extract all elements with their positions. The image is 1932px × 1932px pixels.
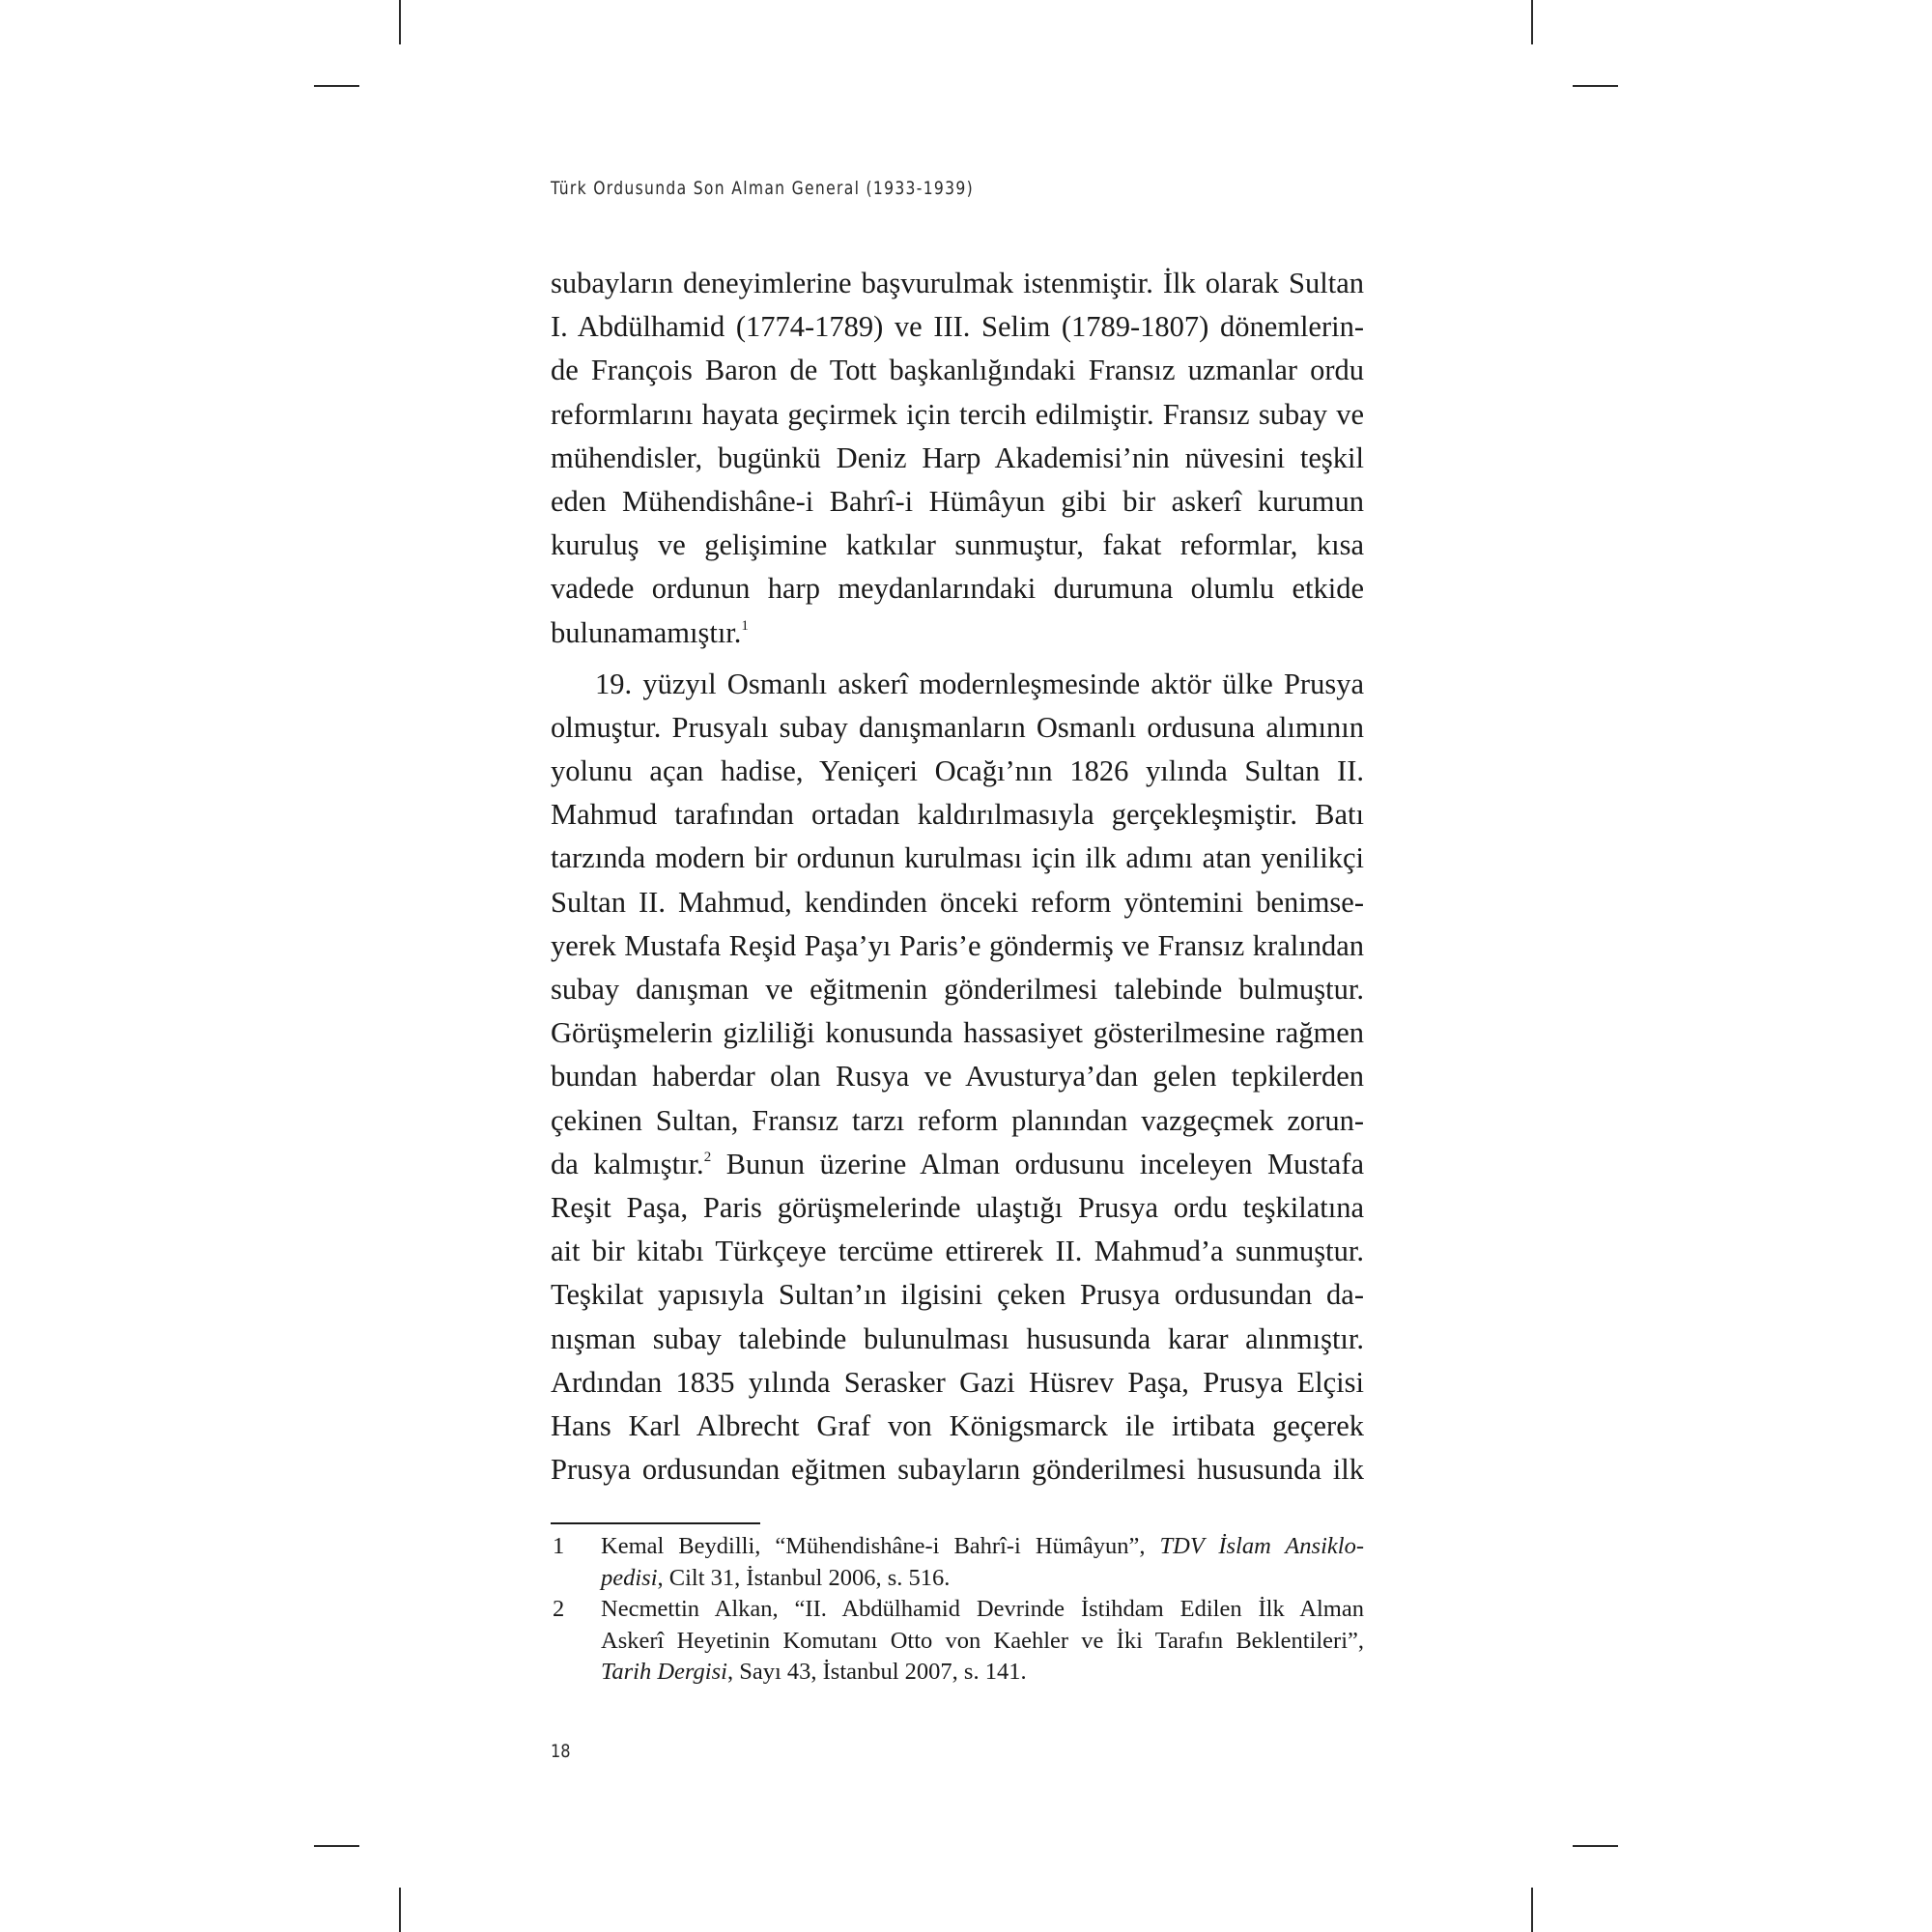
running-head: Türk Ordusunda Son Alman General (1933-1939) bbox=[551, 178, 974, 199]
text-line: Görüşmelerin gizliliği konusunda hassasiyet gösterilmesine rağmen bbox=[551, 1016, 1364, 1050]
footnote-separator bbox=[551, 1522, 760, 1524]
text-line: de François Baron de Tott başkanlığındaki Fransız uzmanlar ordu bbox=[551, 354, 1364, 387]
footnote-line: Askerî Heyetinin Komutanı Otto von Kaehler ve İki Tarafın Beklentileri”, bbox=[601, 1627, 1364, 1654]
text-line bbox=[551, 1143, 1364, 1186]
footnote-line bbox=[601, 1531, 1364, 1563]
text-line: Teşkilat yapısıyla Sultan’ın ilgisini çeken Prusya ordusundan da- bbox=[551, 1278, 1364, 1312]
text-segment: Kemal Beydilli, “Mühendishâne-i Bahrî-i Hümâyun”, bbox=[601, 1533, 1160, 1559]
text-segment: Bunun üzerine Alman ordusunu inceleyen Mustafa bbox=[711, 1147, 1364, 1180]
text-line: çekinen Sultan, Fransız tarzı reform planından vazgeçmek zorun- bbox=[551, 1103, 1364, 1137]
text-line: yolunu açan hadise, Yeniçeri Ocağı’nın 1826 yılında Sultan II. bbox=[551, 754, 1364, 788]
text-line: olmuştur. Prusyalı subay danışmanların Osmanlı ordusuna alımının bbox=[551, 710, 1364, 744]
crop-mark-top-left-vertical bbox=[399, 0, 401, 44]
text-line: vadede ordunun harp meydanlarındaki durumuna olumlu etkide bbox=[551, 572, 1364, 606]
text-line: I. Abdülhamid (1774-1789) ve III. Selim (1789-1807) dönemlerin- bbox=[551, 310, 1364, 344]
footnote-ref-2[interactable]: 2 bbox=[703, 1149, 712, 1165]
crop-mark-bottom-left-vertical bbox=[399, 1888, 401, 1932]
footnotes bbox=[551, 1531, 1364, 1689]
footnote-1 bbox=[551, 1531, 1364, 1594]
text-line: Reşit Paşa, Paris görüşmelerinde ulaştığı Prusya ordu teşkilatına bbox=[551, 1190, 1364, 1224]
crop-mark-top-right-horizontal bbox=[1573, 85, 1618, 87]
text-line: reformlarını hayata geçirmek için tercih edilmiştir. Fransız subay ve bbox=[551, 397, 1364, 431]
footnote-number: 1 bbox=[553, 1533, 565, 1559]
crop-mark-bottom-left-horizontal bbox=[314, 1845, 359, 1847]
text-line: Sultan II. Mahmud, kendinden önceki reform yöntemini benimse- bbox=[551, 885, 1364, 919]
text-segment-italic: Tarih Dergisi bbox=[601, 1659, 727, 1685]
text-segment-italic: pedisi bbox=[601, 1564, 658, 1591]
crop-mark-bottom-right-horizontal bbox=[1573, 1845, 1618, 1847]
text-segment: da kalmıştır. bbox=[551, 1147, 704, 1180]
text-segment: bulunamamıştır. bbox=[551, 615, 742, 649]
text-line bbox=[551, 611, 1364, 655]
footnote-number: 2 bbox=[553, 1596, 565, 1622]
page-number: 18 bbox=[551, 1741, 571, 1762]
crop-mark-top-left-horizontal bbox=[314, 85, 359, 87]
text-line: yerek Mustafa Reşid Paşa’yı Paris’e göndermiş ve Fransız kralından bbox=[551, 928, 1364, 962]
text-line: mühendisler, bugünkü Deniz Harp Akademisi’nin nüvesini teşkil bbox=[551, 440, 1364, 474]
text-line: Mahmud tarafından ortadan kaldırılmasıyla gerçekleşmiştir. Batı bbox=[551, 798, 1364, 832]
paragraph-1 bbox=[551, 262, 1364, 655]
text-line: Hans Karl Albrecht Graf von Königsmarck ile irtibata geçerek bbox=[551, 1408, 1364, 1442]
body-text bbox=[551, 262, 1364, 1492]
text-line: kuruluş ve gelişimine katkılar sunmuştur, fakat reformlar, kısa bbox=[551, 528, 1364, 562]
crop-mark-bottom-right-vertical bbox=[1531, 1888, 1533, 1932]
text-line: Prusya ordusundan eğitmen subayların gönderilmesi hususunda ilk bbox=[551, 1453, 1364, 1487]
text-line: tarzında modern bir ordunun kurulması için ilk adımı atan yenilikçi bbox=[551, 841, 1364, 875]
text-line: subayların deneyimlerine başvurulmak istenmiştir. İlk olarak Sultan bbox=[551, 267, 1364, 299]
footnote-line bbox=[601, 1657, 1364, 1689]
text-line: 19. yüzyıl Osmanlı askerî modernleşmesinde aktör ülke Prusya bbox=[595, 667, 1364, 700]
footnote-line: Necmettin Alkan, “II. Abdülhamid Devrinde İstihdam Edilen İlk Alman bbox=[601, 1596, 1364, 1622]
crop-mark-top-right-vertical bbox=[1531, 0, 1533, 44]
paragraph-2 bbox=[551, 663, 1364, 1492]
text-line: Ardından 1835 yılında Serasker Gazi Hüsrev Paşa, Prusya Elçisi bbox=[551, 1365, 1364, 1399]
text-segment: , Cilt 31, İstanbul 2006, s. 516. bbox=[657, 1564, 951, 1591]
text-segment-italic: TDV İslam Ansiklo- bbox=[1159, 1533, 1364, 1559]
footnote-ref-1[interactable]: 1 bbox=[741, 617, 749, 634]
text-segment: , Sayı 43, İstanbul 2007, s. 141. bbox=[726, 1659, 1027, 1685]
text-line: subay danışman ve eğitmenin gönderilmesi talebinde bulmuştur. bbox=[551, 973, 1364, 1006]
text-line: nışman subay talebinde bulunulması hususunda karar alınmıştır. bbox=[551, 1321, 1364, 1355]
footnote-2 bbox=[551, 1594, 1364, 1689]
text-line: ait bir kitabı Türkçeye tercüme ettirerek II. Mahmud’a sunmuştur. bbox=[551, 1235, 1364, 1268]
footnote-line bbox=[601, 1563, 1364, 1595]
text-line: eden Mühendishâne-i Bahrî-i Hümâyun gibi bir askerî kurumun bbox=[551, 484, 1364, 518]
text-line: bundan haberdar olan Rusya ve Avusturya’dan gelen tepkilerden bbox=[551, 1060, 1364, 1094]
